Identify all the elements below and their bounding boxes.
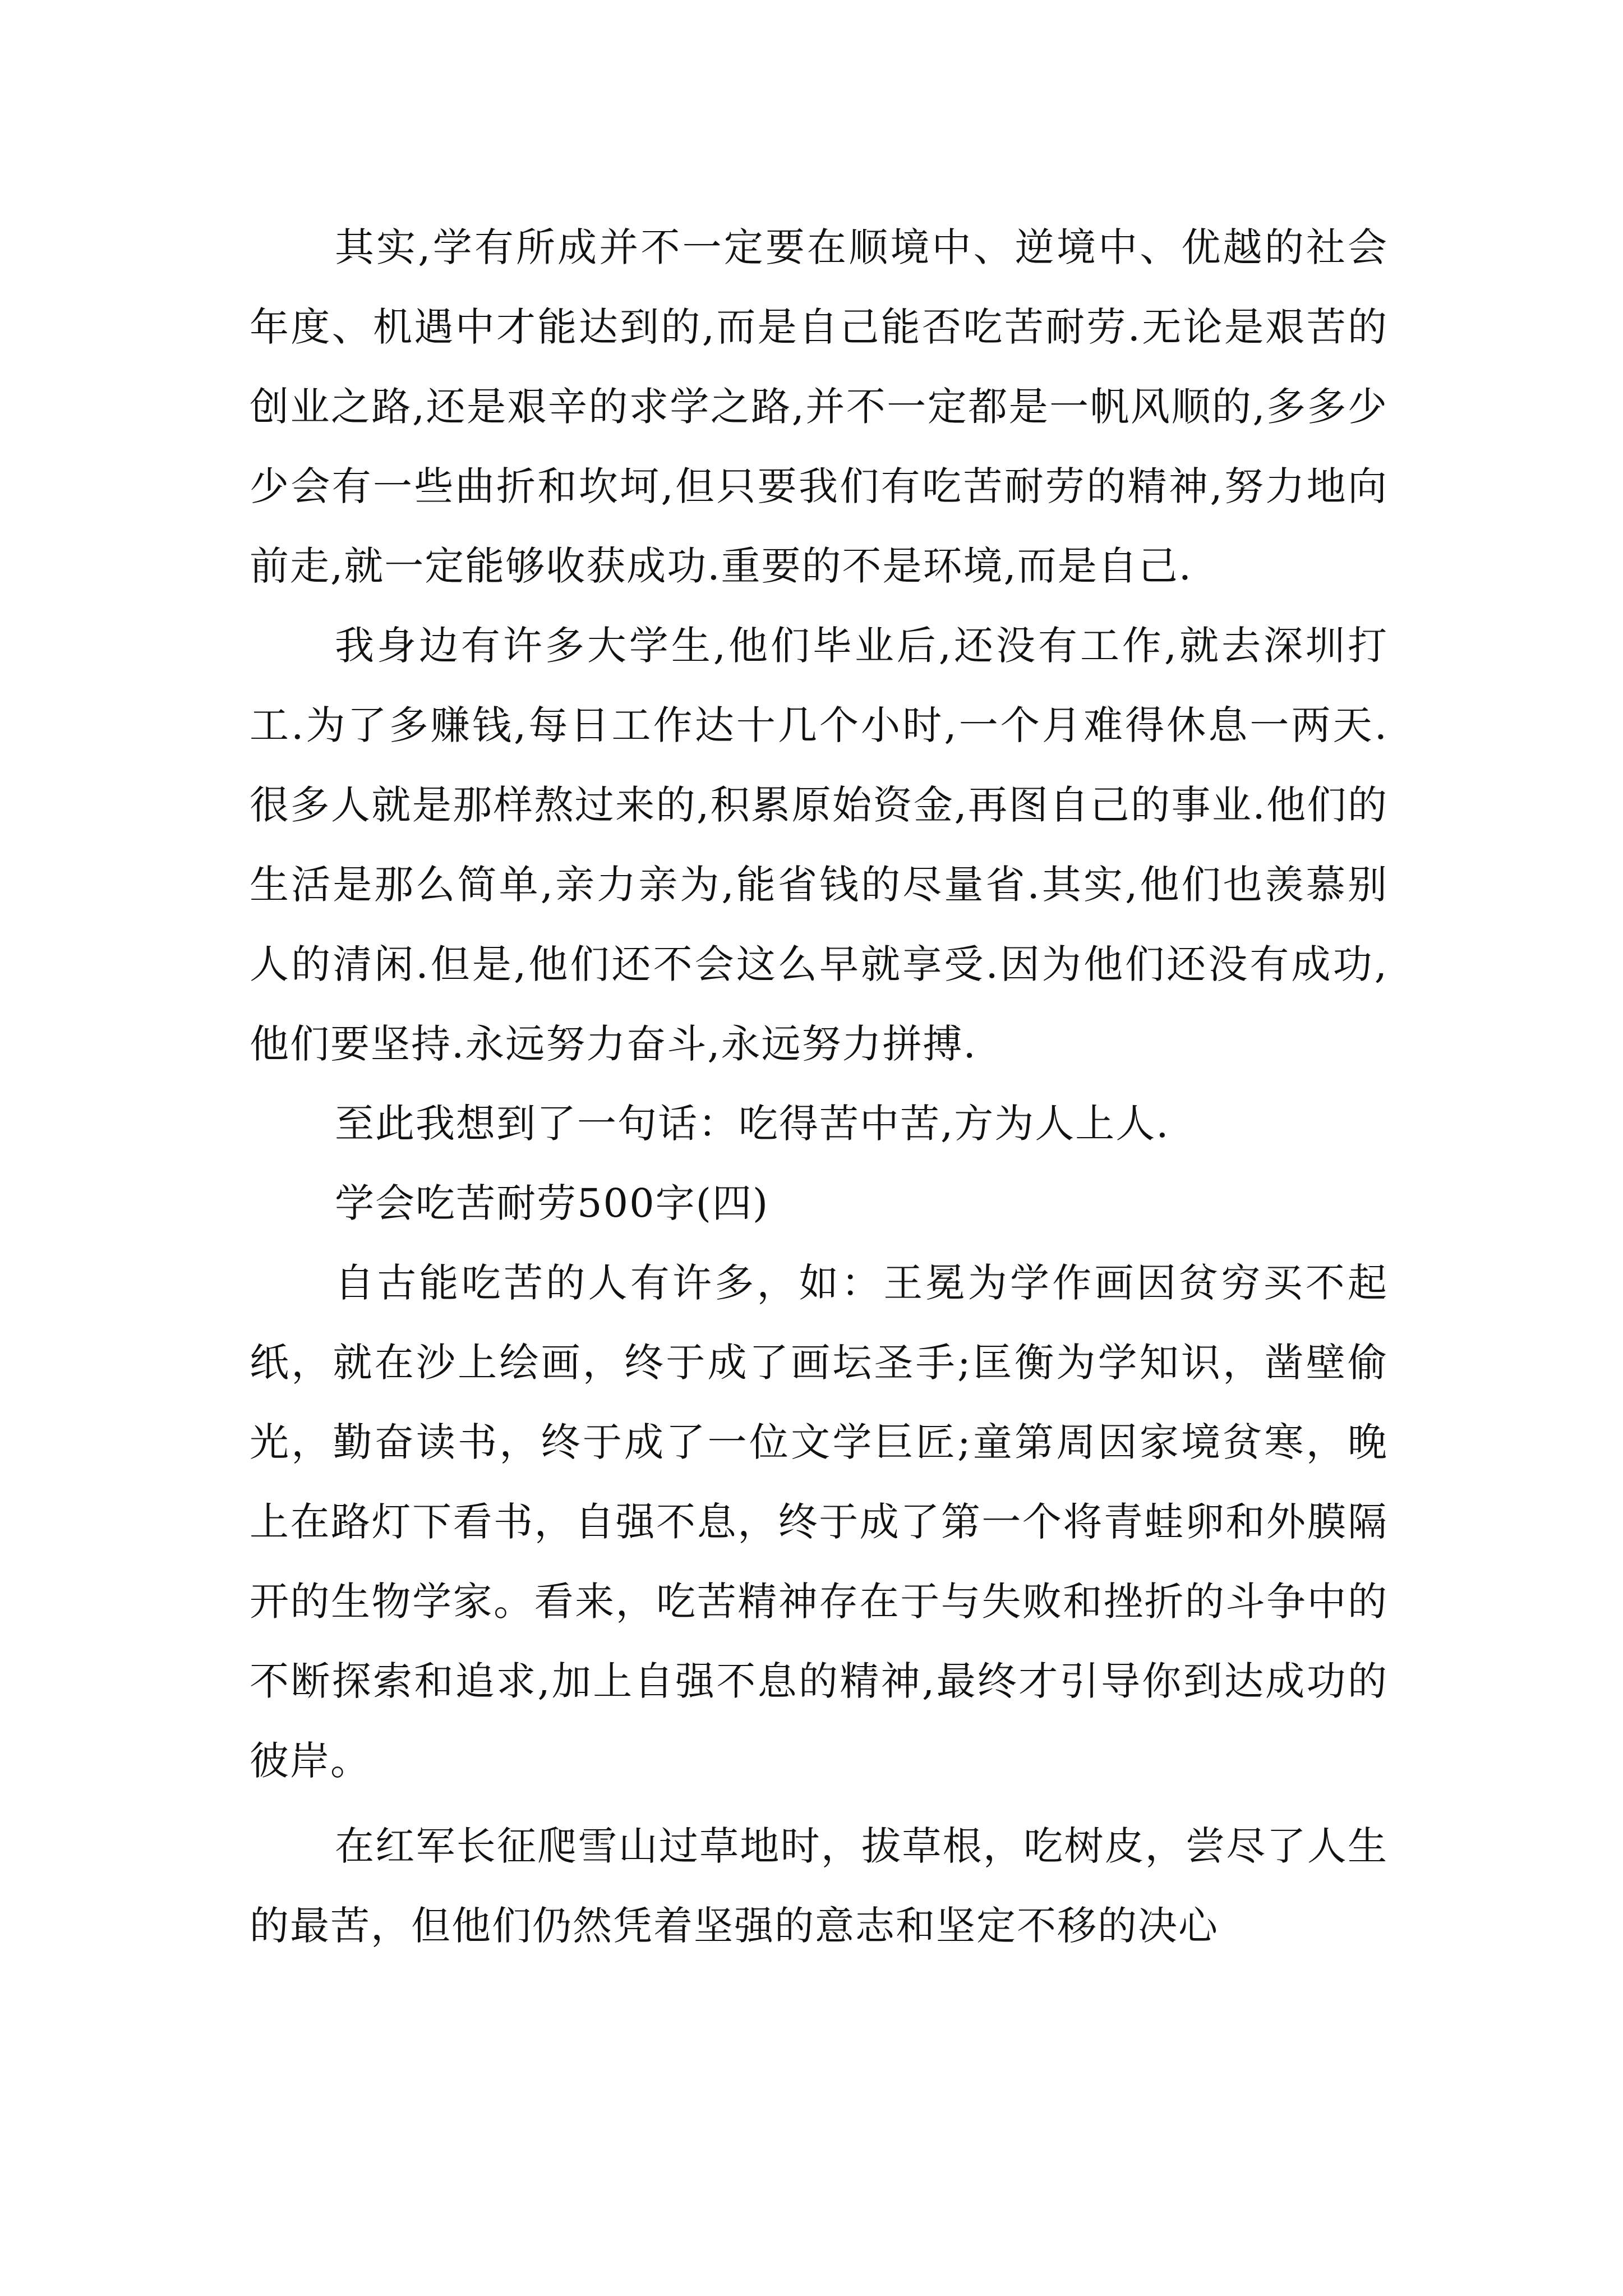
document-body (250, 208, 1388, 1966)
paragraph-2: 我身边有许多大学生,他们毕业后,还没有工作,就去深圳打工.为了多赚钱,每日工作达十几个小时,一个月难得休息一两天.很多人就是那样熬过来的,积累原始资金,再图自己的事业.他们的生活是那么简单,亲力亲为,能省钱的尽量省.其实,他们也羡慕别人的清闲.但是,他们还不会这么早就享受.因为他们还没有成功,他们要坚持.永远努力奋斗,永远努力拼搏. (250, 623, 1388, 1067)
section-heading: 学会吃苦耐劳500字(四) (335, 1180, 769, 1226)
paragraph-3: 至此我想到了一句话：吃得苦中苦,方为人上人. (335, 1101, 1170, 1147)
paragraph-1: 其实,学有所成并不一定要在顺境中、逆境中、优越的社会年度、机遇中才能达到的,而是自己能否吃苦耐劳.无论是艰苦的创业之路,还是艰辛的求学之路,并不一定都是一帆风顺的,多多少少会有一些曲折和坎坷,但只要我们有吃苦耐劳的精神,努力地向前走,就一定能够收获成功.重要的不是环境,而是自己. (250, 224, 1388, 589)
paragraph-5: 自古能吃苦的人有许多，如：王冕为学作画因贫穷买不起纸，就在沙上绘画，终于成了画坛圣手;匡衡为学知识，凿壁偷光，勤奋读书，终于成了一位文学巨匠;童第周因家境贫寒，晚上在路灯下看书，自强不息，终于成了第一个将青蛙卵和外膜隔开的生物学家。看来，吃苦精神存在于与失败和挫折的斗争中的不断探索和追求,加上自强不息的精神,最终才引导你到达成功的彼岸。 (250, 1260, 1388, 1784)
paragraph-6: 在红军长征爬雪山过草地时，拔草根，吃树皮，尝尽了人生的最苦，但他们仍然凭着坚强的意志和坚定不移的决心 (250, 1823, 1388, 1949)
